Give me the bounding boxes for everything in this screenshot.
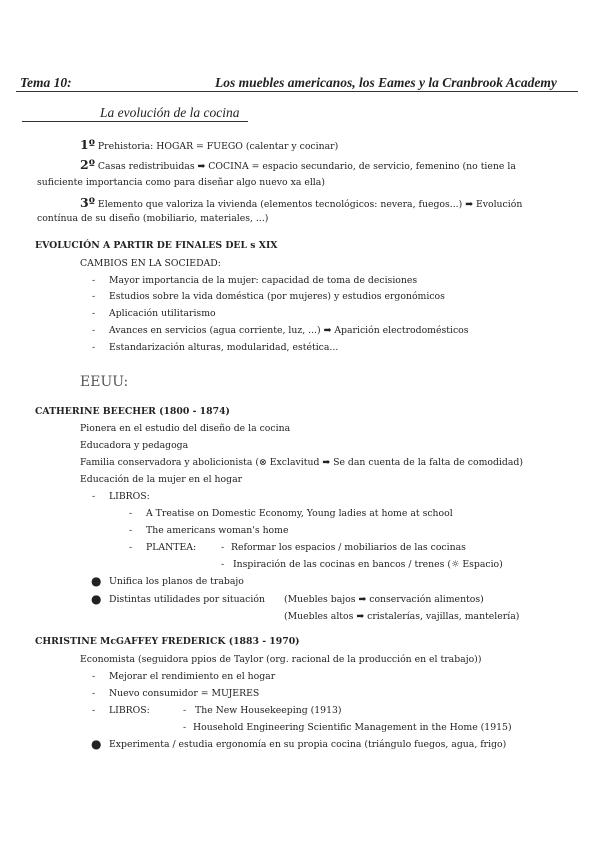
evolucion-heading: EVOLUCIÓN A PARTIR DE FINALES DEL s XIX <box>35 240 278 251</box>
list-item: Estandarización alturas, modularidad, estética... <box>109 342 339 353</box>
list-dash: - <box>92 688 96 699</box>
beecher-libros-label: LIBROS: <box>109 491 150 502</box>
list-dash: - <box>129 508 133 519</box>
frederick-item: Mejorar el rendimiento en el hogar <box>109 671 276 682</box>
header-underline <box>16 91 578 92</box>
beecher-line: Familia conservadora y abolicionista (⊗ Exclavitud ➡ Se dan cuenta de la falta de comodidad) <box>80 457 523 468</box>
list-dash: - <box>92 308 96 319</box>
list-item: Mayor importancia de la mujer: capacidad de toma de decisiones <box>109 275 418 286</box>
list-dash: - <box>92 342 96 353</box>
list-item: Estudios sobre la vida doméstica (por mujeres) y estudios ergonómicos <box>109 291 445 302</box>
list-dash: - <box>129 542 133 553</box>
beecher-utilidad: (Muebles altos ➡ cristalerías, vajillas, mantelería) <box>284 611 520 622</box>
frederick-heading: CHRISTINE McGAFFEY FREDERICK (1883 - 1970) <box>35 636 300 647</box>
beecher-book: A Treatise on Domestic Economy, Young ladies at home at school <box>146 508 453 519</box>
beecher-plantea-item: Inspiración de las cocinas en bancos / trenes (☼ Espacio) <box>233 559 503 570</box>
list-item: Aplicación utilitarismo <box>109 308 216 319</box>
beecher-bullet: Unifica los planos de trabajo <box>109 576 244 587</box>
beecher-plantea-item: Reformar los espacios / mobiliarios de las cocinas <box>231 542 466 553</box>
beecher-plantea-label: PLANTEA: <box>146 542 197 553</box>
frederick-book: Household Engineering Scientific Management in the Home (1915) <box>193 722 512 733</box>
intro-point-2-cont: suficiente importancia como para diseñar algo nuevo xa ella) <box>37 177 325 188</box>
intro-point-1: 1º Prehistoria: HOGAR = FUEGO (calentar y cocinar) <box>80 137 339 152</box>
intro-point-3-cont: contínua de su diseño (mobiliario, materiales, ...) <box>37 213 269 224</box>
beecher-line: Educadora y pedagoga <box>80 440 189 451</box>
frederick-item: Nuevo consumidor = MUJERES <box>109 688 260 699</box>
list-dash: - <box>92 671 96 682</box>
beecher-line: Educación de la mujer en el hogar <box>80 474 243 485</box>
bullet-icon: ● <box>91 592 102 606</box>
beecher-utilidad: (Muebles bajos ➡ conservación alimentos) <box>284 594 484 605</box>
list-item: Avances en servicios (agua corriente, luz, ...) ➡ Aparición electrodomésticos <box>109 325 469 336</box>
bullet-icon: ● <box>91 574 102 588</box>
beecher-heading: CATHERINE BEECHER (1800 - 1874) <box>35 406 230 417</box>
page-title: Los muebles americanos, los Eames y la Cranbrook Academy <box>215 75 557 90</box>
list-dash: - <box>129 525 133 536</box>
intro-point-3: 3º Elemento que valoriza la vivienda (elementos tecnológicos: nevera, fuegos...) ➡ Evolución <box>80 195 523 210</box>
frederick-bullet: Experimenta / estudia ergonomía en su propia cocina (triángulo fuegos, agua, frigo) <box>109 739 507 750</box>
list-dash: - <box>92 705 96 716</box>
beecher-bullet: Distintas utilidades por situación <box>109 594 265 605</box>
list-dash: - <box>183 705 187 716</box>
frederick-libros-label: LIBROS: <box>109 705 150 716</box>
bullet-icon: ● <box>91 737 102 751</box>
list-dash: - <box>92 291 96 302</box>
cambios-subheading: CAMBIOS EN LA SOCIEDAD: <box>80 258 221 269</box>
topic-label: Tema 10: <box>20 75 72 90</box>
list-dash: - <box>92 491 96 502</box>
frederick-line: Economista (seguidora ppios de Taylor (org. racional de la producción en el trabajo)) <box>80 654 482 665</box>
intro-point-2: 2º Casas redistribuidas ➡ COCINA = espacio secundario, de servicio, femenino (no tiene la <box>80 157 516 172</box>
list-dash: - <box>92 325 96 336</box>
beecher-book: The americans woman's home <box>146 525 289 536</box>
beecher-line: Pionera en el estudio del diseño de la cocina <box>80 423 291 434</box>
subtitle-underline <box>22 121 248 122</box>
frederick-book: The New Housekeeping (1913) <box>195 705 342 716</box>
eeuu-heading: EEUU: <box>80 374 129 390</box>
list-dash: - <box>92 275 96 286</box>
section-subtitle: La evolución de la cocina <box>100 105 240 120</box>
list-dash: - <box>183 722 187 733</box>
list-dash: - <box>221 542 225 553</box>
list-dash: - <box>221 559 225 570</box>
